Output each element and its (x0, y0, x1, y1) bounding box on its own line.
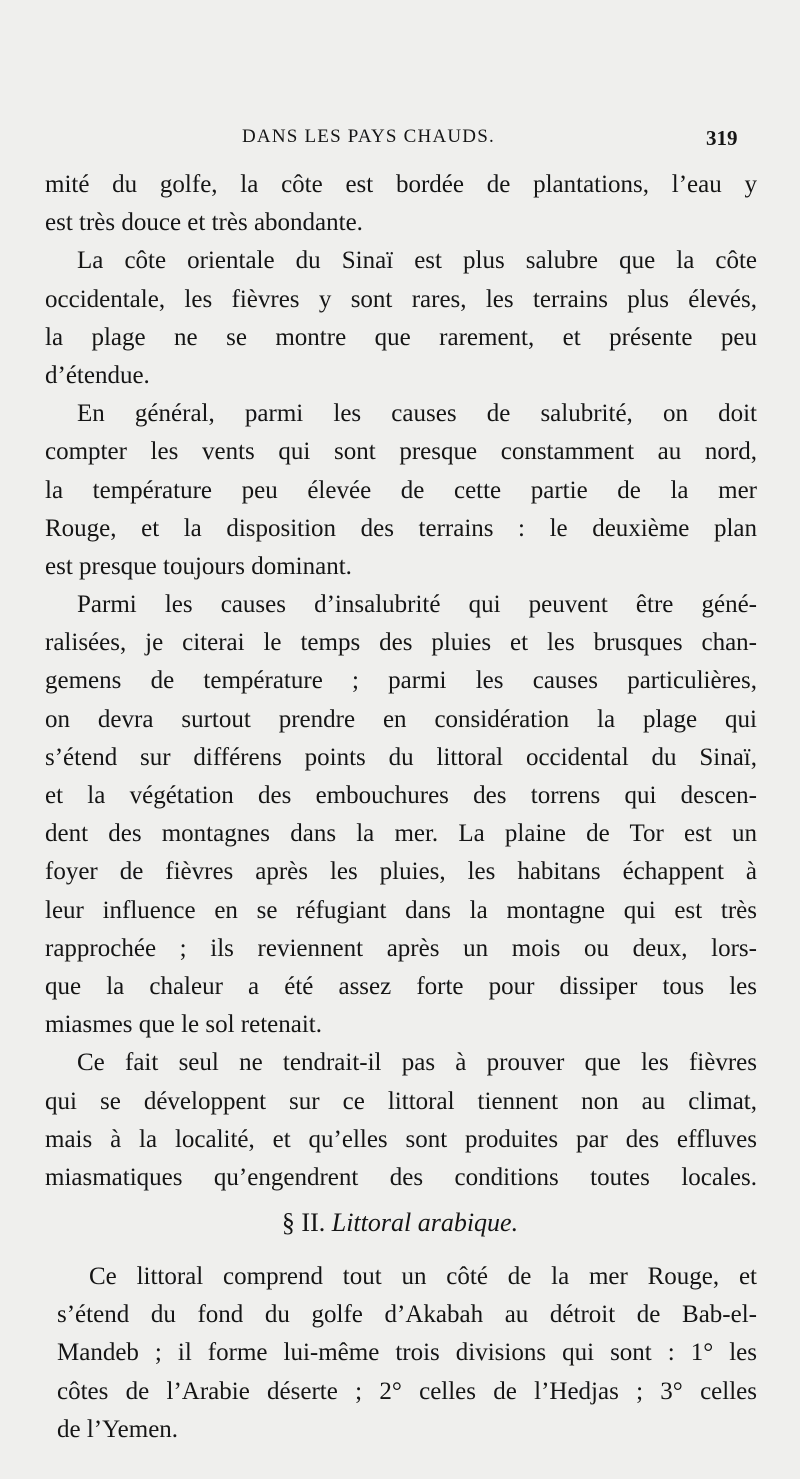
text-line: occidentale, les fièvres y sont rares, les terrains plus élevés, (45, 285, 757, 313)
text-line: Ce littoral comprend tout un côté de la mer Rouge, et (89, 1263, 757, 1290)
running-title: DANS LES PAYS CHAUDS. (242, 126, 495, 147)
text-line: on devra surtout prendre en considération la plage qui (45, 705, 757, 733)
section-title: Littoral arabique. (331, 1208, 519, 1237)
section-heading (0, 1201, 800, 1245)
text-line: foyer de fièvres après les pluies, les habitans échappent à (45, 858, 757, 886)
text-line: que la chaleur a été assez forte pour dissiper tous les (45, 972, 757, 1000)
text-line: d’étendue. (45, 361, 150, 389)
text-line: gemens de température ; parmi les causes particulières, (45, 667, 757, 695)
text-line: la température peu élevée de cette partie de la mer (45, 476, 757, 504)
text-line: Parmi les causes d’insalubrité qui peuvent être géné- (77, 591, 757, 619)
text-line: et la végétation des embouchures des torrens qui descen- (45, 782, 757, 809)
text-line: rapprochée ; ils reviennent après un mois ou deux, lors- (45, 934, 757, 962)
text-line: ralisées, je citerai le temps des pluies et les brusques chan- (45, 629, 757, 657)
text-line: La côte orientale du Sinaï est plus salubre que la côte (77, 247, 757, 275)
text-line: leur influence en se réfugiant dans la montagne qui est très (45, 896, 757, 924)
text-line: Rouge, et la disposition des terrains : le deuxième plan (45, 514, 757, 542)
section-number: § II. (281, 1208, 326, 1237)
text-line: est très douce et très abondante. (45, 209, 363, 237)
text-line: Ce fait seul ne tendrait-il pas à prouver que les fièvres (77, 1049, 757, 1077)
text-line: miasmatiques qu’engendrent des conditions toutes locales. (45, 1163, 757, 1191)
text-line: compter les vents qui sont presque constamment au nord, (45, 438, 757, 466)
page-header (0, 126, 800, 158)
text-line: En général, parmi les causes de salubrité, on doit (77, 400, 757, 428)
page-number: 319 (706, 126, 738, 150)
text-line: de l’Yemen. (57, 1415, 179, 1443)
text-line: dent des montagnes dans la mer. La plaine de Tor est un (45, 820, 757, 848)
body-text (45, 166, 757, 1197)
body-text-section-2 (57, 1258, 757, 1449)
text-line: miasmes que le sol retenait. (45, 1011, 323, 1039)
text-line: la plage ne se montre que rarement, et présente peu (45, 323, 757, 351)
text-line: s’étend du fond du golfe d’Akabah au détroit de Bab-el- (57, 1301, 757, 1329)
text-line: mité du golfe, la côte est bordée de plantations, l’eau y (45, 171, 757, 198)
text-line: Mandeb ; il forme lui-même trois divisions qui sont : 1° les (57, 1339, 757, 1367)
text-line: qui se développent sur ce littoral tiennent non au climat, (45, 1087, 757, 1115)
text-line: est presque toujours dominant. (45, 552, 352, 580)
text-line: côtes de l’Arabie déserte ; 2° celles de l’Hedjas ; 3° celles (57, 1377, 757, 1405)
text-line: s’étend sur différens points du littoral occidental du Sinaï, (45, 743, 757, 771)
text-line: mais à la localité, et qu’elles sont produites par des effluves (45, 1125, 757, 1153)
